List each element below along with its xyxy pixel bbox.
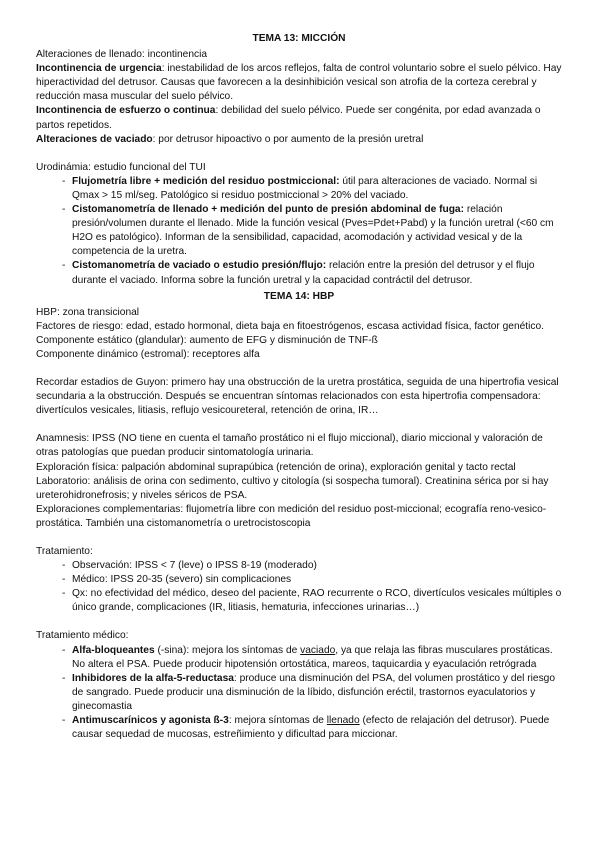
tema13-title: TEMA 13: MICCIÓN <box>252 33 346 44</box>
item-label: Cistomanometría de llenado + medición del punto de presión abdominal de fuga: <box>72 204 464 216</box>
alteraciones-llenado: Alteraciones de llenado: incontinencia <box>36 49 208 61</box>
list-item <box>36 259 562 287</box>
tema14-title: TEMA 14: HBP <box>263 290 335 302</box>
urgencia-label: Incontinencia de urgencia <box>36 63 162 75</box>
vaciado-text: : por detrusor hipoactivo o por aumento de la presión uretral <box>152 133 424 145</box>
list-item <box>36 175 562 203</box>
inhibidores-text: : produce una disminución del PSA, del volumen prostático y del riesgo de sangrado. Puede producir una disminución de la líbido, disfunción eréctil, trastornos eyaculatorios y ginecomastia <box>72 672 556 712</box>
urodinamia-intro: Urodinámia: estudio funcional del TUI <box>36 161 206 173</box>
list-item: - Observación: IPSS < 7 (leve) o IPSS 8-19 (moderado) <box>36 559 562 573</box>
list-item <box>36 644 562 672</box>
item-text: relación entre la presión del detrusor y el flujo durante el vaciado. Informa sobre la función uretral y la capacidad contráctil del detrusor. <box>72 260 535 286</box>
urodinamia-list <box>36 175 562 288</box>
exploracion-fisica: Exploración física: palpación abdominal suprapúbica (retención de orina), exploración genital y tacto rectal <box>36 461 516 473</box>
exploraciones-complementarias: Exploraciones complementarias: flujometría libre con medición del residuo post-miccional; ecografía reno-vesico-prostática. También una cistomanometría o uretrocistoscopia <box>36 503 547 529</box>
list-item: - Qx: no efectividad del médico, deseo del paciente, RAO recurrente o RCO, divertículos vesicales múltiples o único grande, complicaciones (IR, litiasis, hematuria, infecciones urinarias…) <box>36 587 562 615</box>
esfuerzo-label: Incontinencia de esfuerzo o continua <box>36 105 216 117</box>
alfa-text-pre: (-sina): mejora los síntomas de <box>154 644 301 656</box>
list-item <box>36 672 562 714</box>
item-label: Cistomanometría de vaciado o estudio presión/flujo: <box>72 260 327 272</box>
vaciado-label: Alteraciones de vaciado <box>36 133 153 145</box>
alfa-underlined: vaciado <box>300 644 336 656</box>
tratamiento-title: Tratamiento: <box>36 546 93 557</box>
tratamiento-medico-title: Tratamiento médico: <box>36 630 129 642</box>
hbp-zona: HBP: zona transicional <box>36 306 140 318</box>
alteraciones-vaciado <box>36 133 562 147</box>
tratamiento-list <box>36 559 562 615</box>
anamnesis: Anamnesis: IPSS (NO tiene en cuenta el tamaño prostático ni el flujo miccional), diario miccional y valoración de otras patologías que puedan producir sintomatología urinaria. <box>36 433 543 459</box>
item-text: relación presión/volumen durante el llenado. Mide la función vesical (Pves=Pdet+Pabd) y la función uretral (<60 cm H2O es patológico). Informan de la sensibilidad, capacidad, acomodación y actividad vesical y de la competencia de la uretra. <box>72 204 554 258</box>
componente-estatico: Componente estático (glandular): aumento de EFG y disminución de TNF-ß <box>36 334 378 346</box>
urgencia-text: : inestabilidad de los arcos reflejos, falta de control voluntario sobre el suelo pélvico. Hay hiperactividad del detrusor. Causas que favorecen a la desinhibición vesical son atrofia de la corteza cerebral y reducción masa muscular del suelo pélvico. <box>36 63 562 103</box>
item-text: útil para alteraciones de vaciado. Normal si Qmax > 15 ml/seg. Patológico si residuo postmiccional > 20% del vaciado. <box>72 175 538 201</box>
antimuscarinicos-label: Antimuscarínicos y agonista ß-3 <box>72 715 229 727</box>
laboratorio: Laboratorio: análisis de orina con sedimento, cultivo y citología (si sospecha tumoral). Creatinina sérica por si hay ureterohidronefrosis; y niveles séricos de PSA. <box>36 475 549 501</box>
factores-riesgo: Factores de riesgo: edad, estado hormonal, dieta baja en fitoestrógenos, escasa actividad física, factor genético. <box>36 320 544 332</box>
componente-dinamico: Componente dinámico (estromal): receptores alfa <box>36 348 260 360</box>
incontinencia-esfuerzo <box>36 104 562 132</box>
alfa-text-post: , ya que relaja las fibras musculares prostáticas. No altera el PSA. Puede producir hipotensión ortostática, mareos, taquicardia y eyaculación retrógrada <box>72 644 553 670</box>
item-label: Flujometría libre + medición del residuo postmiccional: <box>72 175 340 187</box>
antim-text-pre: : mejora síntomas de <box>228 715 327 727</box>
estadios-guyon: Recordar estadios de Guyon: primero hay una obstrucción de la uretra prostática, seguida de una hipertrofia vesical secundaria a la obstrucción. Después se encuentran síntomas relacionados con esta hipertrofia compensadora: divertículos vesicales, litiasis, reflujo vesicoureteral, retención de orina, IR… <box>36 377 559 417</box>
inhibidores-label: Inhibidores de la alfa-5-reductasa <box>72 672 234 684</box>
antim-text-post: (efecto de relajación del detrusor). Puede causar sequedad de mucosas, estreñimiento y dificultad para miccionar. <box>72 715 550 741</box>
esfuerzo-text: : debilidad del suelo pélvico. Puede ser congénita, por edad avanzada o partos repetidos. <box>36 105 541 131</box>
antim-underlined: llenado <box>326 715 360 727</box>
list-item: - Médico: IPSS 20-35 (severo) sin complicaciones <box>36 573 562 587</box>
alfa-label: Alfa-bloqueantes <box>72 644 155 656</box>
list-item <box>36 714 562 742</box>
incontinencia-urgencia <box>36 62 562 104</box>
list-item <box>36 203 562 259</box>
tratamiento-medico-list <box>36 644 562 743</box>
